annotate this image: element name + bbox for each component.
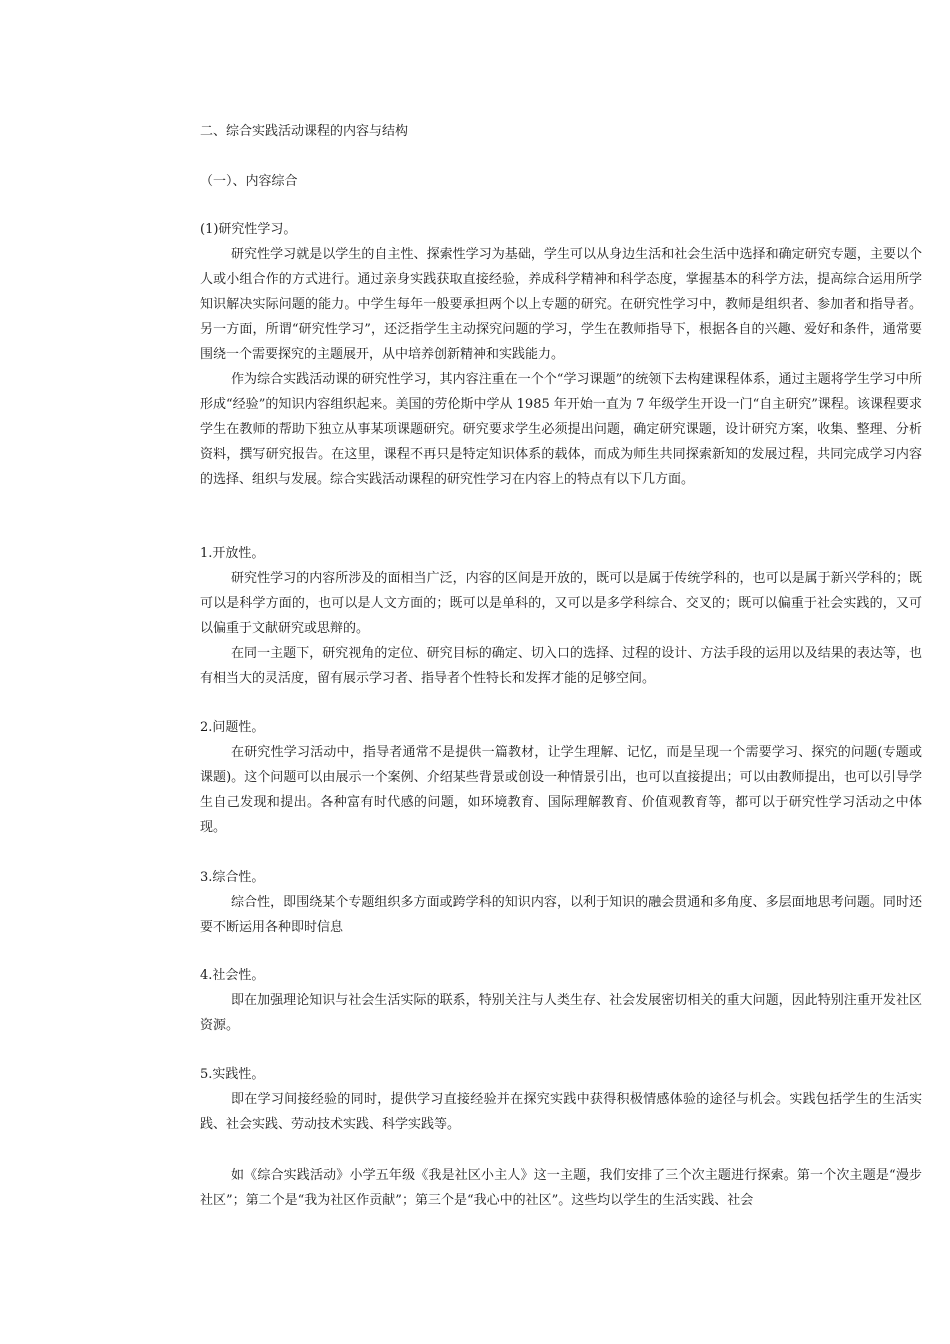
- point-4-title: 4.社会性。: [200, 968, 265, 983]
- point-3-paragraph-1: 综合性，即围绕某个专题组织多方面或跨学科的知识内容，以利于知识的融会贯通和多角度、多层面地思考问题。同时还要不断运用各种即时信息: [200, 895, 922, 935]
- item-1-paragraph-2: 作为综合实践活动课的研究性学习，其内容注重在一个个“学习课题”的统领下去构建课程体系，通过主题将学生学习中所形成“经验”的知识内容组织起来。美国的劳伦斯中学从 1985 年开始一直为 7 年级学生开设一门“自主研究”课程。该课程要求学生在教师的帮助下独立从事某项课题研究。研究要求学生必须提出问题，确定研究课题，设计研究方案，收集、整理、分析资料，撰写研究报告。在这里，课程不再只是特定知识体系的载体，而成为师生共同探索新知的发展过程，共同完成学习内容的选择、组织与发展。综合实践活动课程的研究性学习在内容上的特点有以下几方面。: [200, 372, 922, 487]
- item-1-title: (1)研究性学习。: [200, 222, 297, 237]
- section-title: 二、综合实践活动课程的内容与结构: [200, 124, 409, 139]
- subsection-title: （一）、内容综合: [200, 174, 298, 189]
- item-1-paragraph-1: 研究性学习就是以学生的自主性、探索性学习为基础，学生可以从身边生活和社会生活中选择和确定研究专题，主要以个人或小组合作的方式进行。通过亲身实践获取直接经验，养成科学精神和科学态度，掌握基本的科学方法，提高综合运用所学知识解决实际问题的能力。中学生每年一般要承担两个以上专题的研究。在研究性学习中，教师是组织者、参加者和指导者。另一方面，所谓“研究性学习”，还泛指学生主动探究问题的学习，学生在教师指导下，根据各自的兴趣、爱好和条件，通常要围绕一个需要探究的主题展开，从中培养创新精神和实践能力。: [200, 247, 922, 362]
- example-paragraph: 如《综合实践活动》小学五年级《我是社区小主人》这一主题，我们安排了三个次主题进行探索。第一个次主题是“漫步社区”；第二个是“我为社区作贡献”；第三个是“我心中的社区”。这些均以学生的生活实践、社会: [200, 1168, 922, 1208]
- point-3-title: 3.综合性。: [200, 870, 265, 885]
- point-5-paragraph-1: 即在学习间接经验的同时，提供学习直接经验并在探究实践中获得积极情感体验的途径与机会。实践包括学生的生活实践、社会实践、劳动技术实践、科学实践等。: [200, 1092, 922, 1132]
- point-1-paragraph-2: 在同一主题下，研究视角的定位、研究目标的确定、切入口的选择、过程的设计、方法手段的运用以及结果的表达等，也有相当大的灵活度，留有展示学习者、指导者个性特长和发挥才能的足够空间。: [200, 646, 922, 686]
- point-1-paragraph-1: 研究性学习的内容所涉及的面相当广泛，内容的区间是开放的，既可以是属于传统学科的，也可以是属于新兴学科的；既可以是科学方面的，也可以是人文方面的；既可以是单科的，又可以是多学科综合、交叉的；既可以偏重于社会实践的，又可以偏重于文献研究或思辩的。: [200, 571, 922, 636]
- point-2-title: 2.问题性。: [200, 720, 265, 735]
- point-1-title: 1.开放性。: [200, 546, 265, 561]
- point-4-paragraph-1: 即在加强理论知识与社会生活实际的联系，特别关注与人类生存、社会发展密切相关的重大问题，因此特别注重开发社区资源。: [200, 993, 922, 1033]
- point-5-title: 5.实践性。: [200, 1067, 265, 1082]
- point-2-paragraph-1: 在研究性学习活动中，指导者通常不是提供一篇教材，让学生理解、记忆，而是呈现一个需要学习、探究的问题(专题或课题)。这个问题可以由展示一个案例、介绍某些背景或创设一种情景引出，也可以直接提出；可以由教师提出，也可以引导学生自己发现和提出。各种富有时代感的问题，如环境教育、国际理解教育、价值观教育等，都可以于研究性学习活动之中体现。: [200, 745, 922, 835]
